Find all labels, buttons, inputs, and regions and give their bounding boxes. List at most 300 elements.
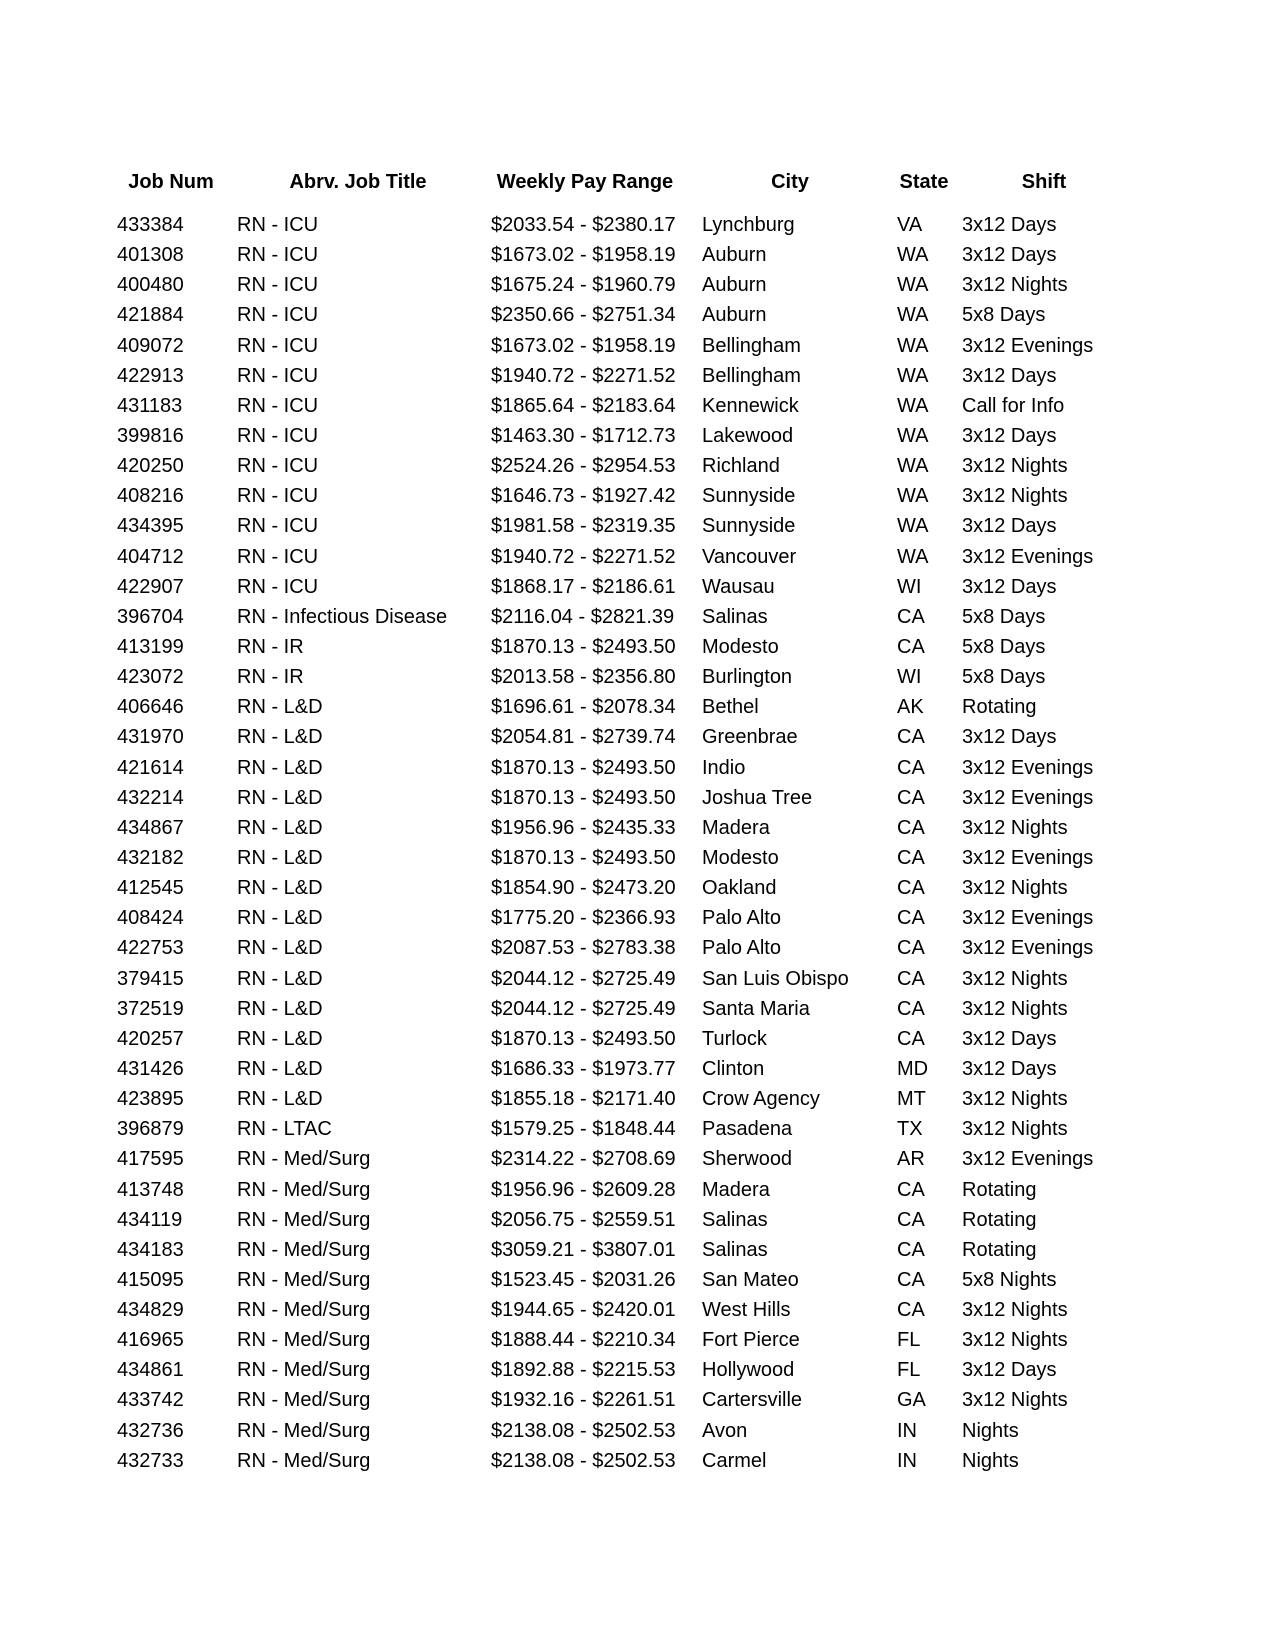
job-title-cell: RN - Med/Surg (237, 1299, 371, 1322)
table-row (0, 1446, 1275, 1476)
city-cell: Pasadena (702, 1118, 793, 1141)
city-cell: Lynchburg (702, 214, 795, 236)
state-cell: CA (897, 937, 925, 960)
shift-cell: 3x12 Days (962, 424, 1057, 447)
job-num-cell: 415095 (117, 1268, 184, 1291)
job-num-cell: 431426 (117, 1057, 184, 1080)
pay-range-cell: $1696.61 - $2078.34 (491, 696, 676, 719)
state-cell: CA (897, 1208, 925, 1231)
shift-cell: 3x12 Evenings (962, 756, 1094, 779)
pay-range-cell: $1686.33 - $1973.77 (491, 1057, 676, 1080)
shift-cell: 3x12 Nights (962, 1118, 1068, 1141)
table-row (0, 662, 1275, 692)
job-title-cell: RN - Med/Surg (237, 1178, 371, 1201)
state-cell: WA (897, 515, 929, 538)
pay-range-cell: $1956.96 - $2435.33 (491, 816, 676, 839)
pay-range-cell: $2138.08 - $2502.53 (491, 1419, 676, 1442)
job-title-cell: RN - Med/Surg (237, 1419, 371, 1442)
job-title-cell: RN - ICU (237, 455, 319, 478)
job-title-cell: RN - Med/Surg (237, 1359, 371, 1382)
city-cell: Madera (702, 1178, 770, 1201)
city-cell: Lakewood (702, 424, 794, 447)
city-cell: Hollywood (702, 1359, 795, 1382)
city-cell: Greenbrae (702, 726, 798, 749)
pay-range-cell: $1870.13 - $2493.50 (491, 1027, 676, 1050)
state-cell: CA (897, 907, 925, 930)
shift-cell: Nights (962, 1419, 1019, 1442)
shift-cell: 3x12 Days (962, 214, 1057, 236)
job-title-cell: RN - L&D (237, 1088, 323, 1111)
state-cell: CA (897, 605, 925, 628)
pay-range-cell: $1940.72 - $2271.52 (491, 545, 676, 568)
state-cell: CA (897, 967, 925, 990)
state-cell: WI (897, 666, 922, 689)
table-row (0, 361, 1275, 391)
pay-range-cell: $1775.20 - $2366.93 (491, 907, 676, 930)
shift-cell: Rotating (962, 696, 1037, 719)
pay-range-cell: $2524.26 - $2954.53 (491, 455, 676, 478)
job-num-cell: 396704 (117, 605, 184, 628)
shift-cell: 3x12 Nights (962, 1088, 1068, 1111)
job-title-cell: RN - ICU (237, 394, 319, 417)
table-body (0, 210, 1275, 1476)
city-cell: Fort Pierce (702, 1329, 800, 1352)
job-title-cell: RN - ICU (237, 334, 319, 357)
pay-range-cell: $1870.13 - $2493.50 (491, 756, 676, 779)
job-title-cell: RN - ICU (237, 244, 319, 267)
job-title-cell: RN - Med/Surg (237, 1329, 371, 1352)
table-row (0, 270, 1275, 300)
job-num-cell: 421884 (117, 304, 184, 327)
city-cell: Joshua Tree (702, 786, 813, 809)
city-cell: Wausau (702, 575, 775, 598)
shift-cell: 3x12 Evenings (962, 937, 1094, 960)
pay-range-cell: $1855.18 - $2171.40 (491, 1088, 676, 1111)
job-num-cell: 434861 (117, 1359, 184, 1382)
state-cell: CA (897, 635, 925, 658)
city-cell: Salinas (702, 1238, 768, 1261)
job-title-cell: RN - Med/Surg (237, 1208, 371, 1231)
table-row (0, 1265, 1275, 1295)
header-state: State (899, 171, 949, 193)
pay-range-cell: $1892.88 - $2215.53 (491, 1359, 676, 1382)
table-row (0, 1416, 1275, 1446)
pay-range-cell: $2314.22 - $2708.69 (491, 1148, 676, 1171)
shift-cell: 3x12 Nights (962, 1329, 1068, 1352)
job-num-cell: 400480 (117, 274, 184, 297)
job-title-cell: RN - L&D (237, 1057, 323, 1080)
job-title-cell: RN - Med/Surg (237, 1148, 371, 1171)
city-cell: Vancouver (702, 545, 797, 568)
state-cell: WI (897, 575, 922, 598)
job-num-cell: 434395 (117, 515, 184, 538)
job-title-cell: RN - Infectious Disease (237, 605, 448, 628)
job-title-cell: RN - IR (237, 666, 304, 689)
table-row (0, 391, 1275, 421)
table-row (0, 511, 1275, 541)
pay-range-cell: $2054.81 - $2739.74 (491, 726, 676, 749)
job-num-cell: 432214 (117, 786, 184, 809)
city-cell: Auburn (702, 304, 767, 327)
table-row (0, 572, 1275, 602)
job-num-cell: 413748 (117, 1178, 184, 1201)
shift-cell: 3x12 Days (962, 575, 1057, 598)
job-num-cell: 423895 (117, 1088, 184, 1111)
state-cell: CA (897, 1299, 925, 1322)
shift-cell: 3x12 Nights (962, 877, 1068, 900)
shift-cell: 5x8 Days (962, 666, 1046, 689)
job-num-cell: 413199 (117, 635, 184, 658)
shift-cell: Rotating (962, 1238, 1037, 1261)
job-title-cell: RN - ICU (237, 304, 319, 327)
state-cell: WA (897, 274, 929, 297)
state-cell: WA (897, 394, 929, 417)
table-row (0, 1295, 1275, 1325)
state-cell: CA (897, 756, 925, 779)
shift-cell: 3x12 Days (962, 515, 1057, 538)
state-cell: IN (897, 1449, 917, 1472)
table-row (0, 1084, 1275, 1114)
city-cell: San Mateo (702, 1268, 799, 1291)
city-cell: Auburn (702, 244, 767, 267)
table-header (0, 167, 1275, 197)
city-cell: Sunnyside (702, 485, 796, 508)
pay-range-cell: $1870.13 - $2493.50 (491, 635, 676, 658)
header-city: City (771, 171, 809, 193)
state-cell: AK (897, 696, 924, 719)
table-row (0, 300, 1275, 330)
state-cell: WA (897, 334, 929, 357)
table-row (0, 753, 1275, 783)
table-row (0, 1175, 1275, 1205)
city-cell: Turlock (702, 1027, 767, 1050)
job-title-cell: RN - ICU (237, 424, 319, 447)
table-row (0, 210, 1275, 240)
table-row (0, 933, 1275, 963)
city-cell: Bellingham (702, 364, 801, 387)
city-cell: Kennewick (702, 394, 799, 417)
city-cell: West Hills (702, 1299, 791, 1322)
shift-cell: 3x12 Days (962, 1027, 1057, 1050)
table-row (0, 1385, 1275, 1415)
state-cell: WA (897, 485, 929, 508)
job-title-cell: RN - Med/Surg (237, 1238, 371, 1261)
pay-range-cell: $3059.21 - $3807.01 (491, 1238, 676, 1261)
state-cell: FL (897, 1359, 921, 1382)
job-num-cell: 406646 (117, 696, 184, 719)
job-num-cell: 422913 (117, 364, 184, 387)
shift-cell: 3x12 Days (962, 1359, 1057, 1382)
pay-range-cell: $1868.17 - $2186.61 (491, 575, 676, 598)
city-cell: Madera (702, 816, 770, 839)
shift-cell: 3x12 Evenings (962, 786, 1094, 809)
table-row (0, 783, 1275, 813)
pay-range-cell: $1944.65 - $2420.01 (491, 1299, 676, 1322)
job-num-cell: 420250 (117, 455, 184, 478)
city-cell: San Luis Obispo (702, 967, 849, 990)
shift-cell: 3x12 Evenings (962, 907, 1094, 930)
job-title-cell: RN - ICU (237, 515, 319, 538)
table-row (0, 542, 1275, 572)
state-cell: WA (897, 304, 929, 327)
job-title-cell: RN - L&D (237, 756, 323, 779)
header-weekly-pay-range: Weekly Pay Range (496, 171, 674, 193)
table-row (0, 722, 1275, 752)
table-row (0, 632, 1275, 662)
table-row (0, 994, 1275, 1024)
job-num-cell: 396879 (117, 1118, 184, 1141)
job-num-cell: 404712 (117, 545, 184, 568)
pay-range-cell: $1870.13 - $2493.50 (491, 846, 676, 869)
job-num-cell: 434119 (117, 1208, 183, 1231)
shift-cell: 3x12 Nights (962, 485, 1068, 508)
state-cell: CA (897, 877, 925, 900)
shift-cell: 3x12 Days (962, 244, 1057, 267)
pay-range-cell: $1956.96 - $2609.28 (491, 1178, 676, 1201)
job-num-cell: 432733 (117, 1449, 184, 1472)
job-num-cell: 432182 (117, 846, 184, 869)
state-cell: CA (897, 846, 925, 869)
job-title-cell: RN - ICU (237, 545, 319, 568)
city-cell: Palo Alto (702, 937, 781, 960)
job-title-cell: RN - L&D (237, 816, 323, 839)
state-cell: CA (897, 1238, 925, 1261)
job-num-cell: 416965 (117, 1329, 184, 1352)
state-cell: MT (897, 1088, 926, 1111)
job-title-cell: RN - ICU (237, 274, 319, 297)
shift-cell: 3x12 Evenings (962, 1148, 1094, 1171)
shift-cell: Rotating (962, 1178, 1037, 1201)
job-title-cell: RN - ICU (237, 214, 319, 236)
state-cell: IN (897, 1419, 917, 1442)
table-row (0, 1114, 1275, 1144)
job-num-cell: 432736 (117, 1419, 184, 1442)
header-job-num: Job Num (128, 171, 214, 193)
pay-range-cell: $1870.13 - $2493.50 (491, 786, 676, 809)
pay-range-cell: $1981.58 - $2319.35 (491, 515, 676, 538)
job-title-cell: RN - ICU (237, 575, 319, 598)
job-title-cell: RN - L&D (237, 967, 323, 990)
shift-cell: Nights (962, 1449, 1019, 1472)
job-title-cell: RN - L&D (237, 846, 323, 869)
state-cell: CA (897, 1268, 925, 1291)
shift-cell: 5x8 Nights (962, 1268, 1057, 1291)
city-cell: Palo Alto (702, 907, 781, 930)
job-num-cell: 401308 (117, 244, 184, 267)
job-num-cell: 431970 (117, 726, 184, 749)
shift-cell: 3x12 Evenings (962, 545, 1094, 568)
job-num-cell: 372519 (117, 997, 184, 1020)
table-row (0, 1054, 1275, 1084)
job-title-cell: RN - ICU (237, 364, 319, 387)
table-row (0, 1355, 1275, 1385)
job-title-cell: RN - L&D (237, 1027, 323, 1050)
state-cell: CA (897, 816, 925, 839)
state-cell: FL (897, 1329, 921, 1352)
pay-range-cell: $2138.08 - $2502.53 (491, 1449, 676, 1472)
job-title-cell: RN - L&D (237, 726, 323, 749)
table-row (0, 873, 1275, 903)
city-cell: Sunnyside (702, 515, 796, 538)
table-row (0, 813, 1275, 843)
job-num-cell: 431183 (117, 394, 183, 417)
city-cell: Avon (702, 1419, 748, 1442)
state-cell: TX (897, 1118, 923, 1141)
pay-range-cell: $1523.45 - $2031.26 (491, 1268, 676, 1291)
job-title-cell: RN - LTAC (237, 1118, 332, 1141)
table-row (0, 1144, 1275, 1174)
table-row (0, 1205, 1275, 1235)
state-cell: MD (897, 1057, 929, 1080)
table-row (0, 240, 1275, 270)
job-title-cell: RN - Med/Surg (237, 1268, 371, 1291)
job-num-cell: 434867 (117, 816, 184, 839)
shift-cell: 5x8 Days (962, 635, 1046, 658)
job-title-cell: RN - L&D (237, 696, 323, 719)
table-row (0, 481, 1275, 511)
pay-range-cell: $2013.58 - $2356.80 (491, 666, 676, 689)
job-num-cell: 433384 (117, 214, 184, 236)
city-cell: Carmel (702, 1449, 767, 1472)
city-cell: Modesto (702, 846, 779, 869)
city-cell: Salinas (702, 1208, 768, 1231)
shift-cell: 3x12 Days (962, 1057, 1057, 1080)
shift-cell: 3x12 Nights (962, 274, 1068, 297)
city-cell: Crow Agency (702, 1088, 820, 1111)
job-num-cell: 423072 (117, 666, 184, 689)
shift-cell: Call for Info (962, 394, 1065, 417)
job-title-cell: RN - L&D (237, 937, 323, 960)
state-cell: WA (897, 364, 929, 387)
state-cell: WA (897, 424, 929, 447)
table-row (0, 903, 1275, 933)
job-num-cell: 422907 (117, 575, 184, 598)
state-cell: CA (897, 1027, 925, 1050)
table-row (0, 602, 1275, 632)
pay-range-cell: $2350.66 - $2751.34 (491, 304, 676, 327)
shift-cell: 3x12 Nights (962, 1389, 1068, 1412)
pay-range-cell: $1865.64 - $2183.64 (491, 394, 676, 417)
state-cell: CA (897, 726, 925, 749)
header-job-title: Abrv. Job Title (289, 171, 427, 193)
city-cell: Cartersville (702, 1389, 803, 1412)
pay-range-cell: $1673.02 - $1958.19 (491, 334, 676, 357)
shift-cell: 3x12 Days (962, 364, 1057, 387)
pay-range-cell: $1940.72 - $2271.52 (491, 364, 676, 387)
state-cell: VA (897, 214, 923, 236)
pay-range-cell: $1579.25 - $1848.44 (491, 1118, 676, 1141)
city-cell: Modesto (702, 635, 779, 658)
city-cell: Indio (702, 756, 746, 779)
shift-cell: 5x8 Days (962, 304, 1046, 327)
table-row (0, 843, 1275, 873)
job-num-cell: 408424 (117, 907, 184, 930)
job-title-cell: RN - L&D (237, 877, 323, 900)
table-row (0, 1024, 1275, 1054)
state-cell: CA (897, 1178, 925, 1201)
job-num-cell: 434183 (117, 1238, 184, 1261)
pay-range-cell: $2056.75 - $2559.51 (491, 1208, 676, 1231)
job-title-cell: RN - Med/Surg (237, 1389, 371, 1412)
job-title-cell: RN - L&D (237, 907, 323, 930)
table-row (0, 1325, 1275, 1355)
state-cell: WA (897, 455, 929, 478)
pay-range-cell: $1673.02 - $1958.19 (491, 244, 676, 267)
shift-cell: 3x12 Evenings (962, 334, 1094, 357)
city-cell: Bellingham (702, 334, 801, 357)
city-cell: Auburn (702, 274, 767, 297)
pay-range-cell: $1932.16 - $2261.51 (491, 1389, 676, 1412)
pay-range-cell: $2087.53 - $2783.38 (491, 937, 676, 960)
job-num-cell: 412545 (117, 877, 184, 900)
city-cell: Santa Maria (702, 997, 810, 1020)
job-num-cell: 379415 (117, 967, 184, 990)
job-num-cell: 420257 (117, 1027, 184, 1050)
pay-range-cell: $2044.12 - $2725.49 (491, 997, 676, 1020)
table-row (0, 331, 1275, 361)
pay-range-cell: $2044.12 - $2725.49 (491, 967, 676, 990)
shift-cell: 5x8 Days (962, 605, 1046, 628)
city-cell: Sherwood (702, 1148, 793, 1171)
state-cell: CA (897, 786, 925, 809)
pay-range-cell: $1854.90 - $2473.20 (491, 877, 676, 900)
shift-cell: Rotating (962, 1208, 1037, 1231)
city-cell: Burlington (702, 666, 793, 689)
table-row (0, 692, 1275, 722)
pay-range-cell: $1888.44 - $2210.34 (491, 1329, 676, 1352)
table-row (0, 451, 1275, 481)
job-num-cell: 409072 (117, 334, 184, 357)
pay-range-cell: $1463.30 - $1712.73 (491, 424, 676, 447)
city-cell: Oakland (702, 877, 777, 900)
job-title-cell: RN - Med/Surg (237, 1449, 371, 1472)
job-num-cell: 434829 (117, 1299, 184, 1322)
table-row (0, 421, 1275, 451)
shift-cell: 3x12 Nights (962, 1299, 1068, 1322)
shift-cell: 3x12 Days (962, 726, 1057, 749)
state-cell: GA (897, 1389, 926, 1412)
job-num-cell: 417595 (117, 1148, 184, 1171)
shift-cell: 3x12 Nights (962, 967, 1068, 990)
job-num-cell: 408216 (117, 485, 184, 508)
shift-cell: 3x12 Nights (962, 455, 1068, 478)
pay-range-cell: $2116.04 - $2821.39 (491, 605, 675, 628)
city-cell: Clinton (702, 1057, 765, 1080)
city-cell: Bethel (702, 696, 759, 719)
job-num-cell: 422753 (117, 937, 184, 960)
shift-cell: 3x12 Nights (962, 997, 1068, 1020)
job-num-cell: 433742 (117, 1389, 184, 1412)
job-num-cell: 399816 (117, 424, 184, 447)
table-row (0, 964, 1275, 994)
pay-range-cell: $1675.24 - $1960.79 (491, 274, 676, 297)
pay-range-cell: $2033.54 - $2380.17 (491, 214, 676, 236)
header-shift: Shift (1021, 171, 1067, 193)
shift-cell: 3x12 Evenings (962, 846, 1094, 869)
job-title-cell: RN - ICU (237, 485, 319, 508)
city-cell: Salinas (702, 605, 768, 628)
pay-range-cell: $1646.73 - $1927.42 (491, 485, 676, 508)
job-num-cell: 421614 (117, 756, 184, 779)
state-cell: WA (897, 545, 929, 568)
shift-cell: 3x12 Nights (962, 816, 1068, 839)
state-cell: WA (897, 244, 929, 267)
job-title-cell: RN - L&D (237, 786, 323, 809)
state-cell: CA (897, 997, 925, 1020)
city-cell: Richland (702, 455, 780, 478)
state-cell: AR (897, 1148, 925, 1171)
job-title-cell: RN - L&D (237, 997, 323, 1020)
